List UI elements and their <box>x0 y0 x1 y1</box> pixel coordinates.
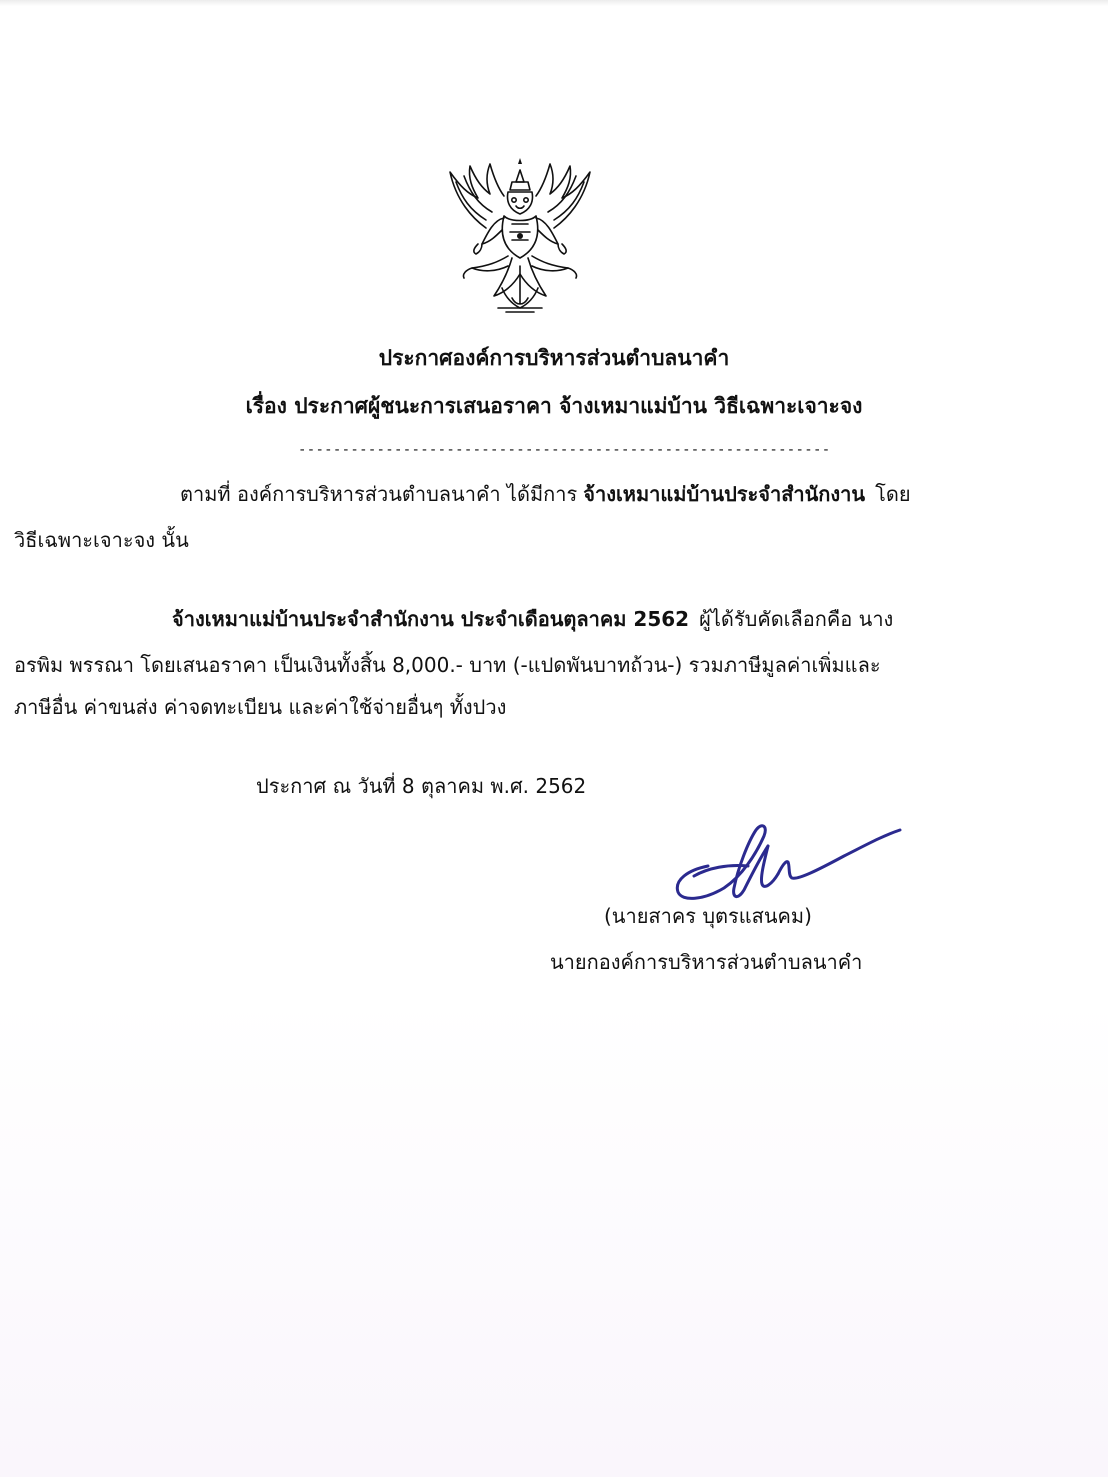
announcement-title: ประกาศองค์การบริหารส่วนตำบลนาคำ <box>378 346 730 370</box>
paragraph-1-by: โดย <box>875 482 911 506</box>
paragraph-1-line-2: วิธีเฉพาะเจาะจง นั้น <box>14 528 189 552</box>
announcement-subject: เรื่อง ประกาศผู้ชนะการเสนอราคา จ้างเหมาแม่บ้าน วิธีเฉพาะเจาะจง <box>245 394 863 418</box>
paragraph-2-line-2: อรพิม พรรณา โดยเสนอราคา เป็นเงินทั้งสิ้น 8,000.- บาท (-แปดพันบาทถ้วน-) รวมภาษีมูลค่าเพิ่มและ <box>14 653 881 677</box>
paragraph-2-line-3: ภาษีอื่น ค่าขนส่ง ค่าจดทะเบียน และค่าใช้จ่ายอื่นๆ ทั้งปวง <box>14 695 507 719</box>
signatory-name: (นายสาคร บุตรแสนคม) <box>604 904 812 928</box>
paragraph-1-line-1 <box>180 480 911 508</box>
announcement-date: ประกาศ ณ วันที่ 8 ตุลาคม พ.ศ. 2562 <box>256 774 587 798</box>
separator-line: ------------------------------------------------------------- <box>298 442 831 458</box>
signatory-position: นายกองค์การบริหารส่วนตำบลนาคำ <box>550 950 863 974</box>
paragraph-1-intro: ตามที่ องค์การบริหารส่วนตำบลนาคำ ได้มีการ <box>180 482 578 506</box>
garuda-emblem-icon <box>442 158 598 318</box>
paragraph-2-line-1 <box>172 605 893 633</box>
scan-edge <box>0 0 1108 6</box>
paragraph-1-project: จ้างเหมาแม่บ้านประจำสำนักงาน <box>583 482 866 506</box>
scan-tint <box>0 1000 1108 1477</box>
paragraph-2-selected: ผู้ได้รับคัดเลือกคือ นาง <box>699 607 894 631</box>
handwritten-signature <box>668 818 904 914</box>
paragraph-2-lead: จ้างเหมาแม่บ้านประจำสำนักงาน ประจำเดือนตุลาคม 2562 <box>172 607 690 631</box>
